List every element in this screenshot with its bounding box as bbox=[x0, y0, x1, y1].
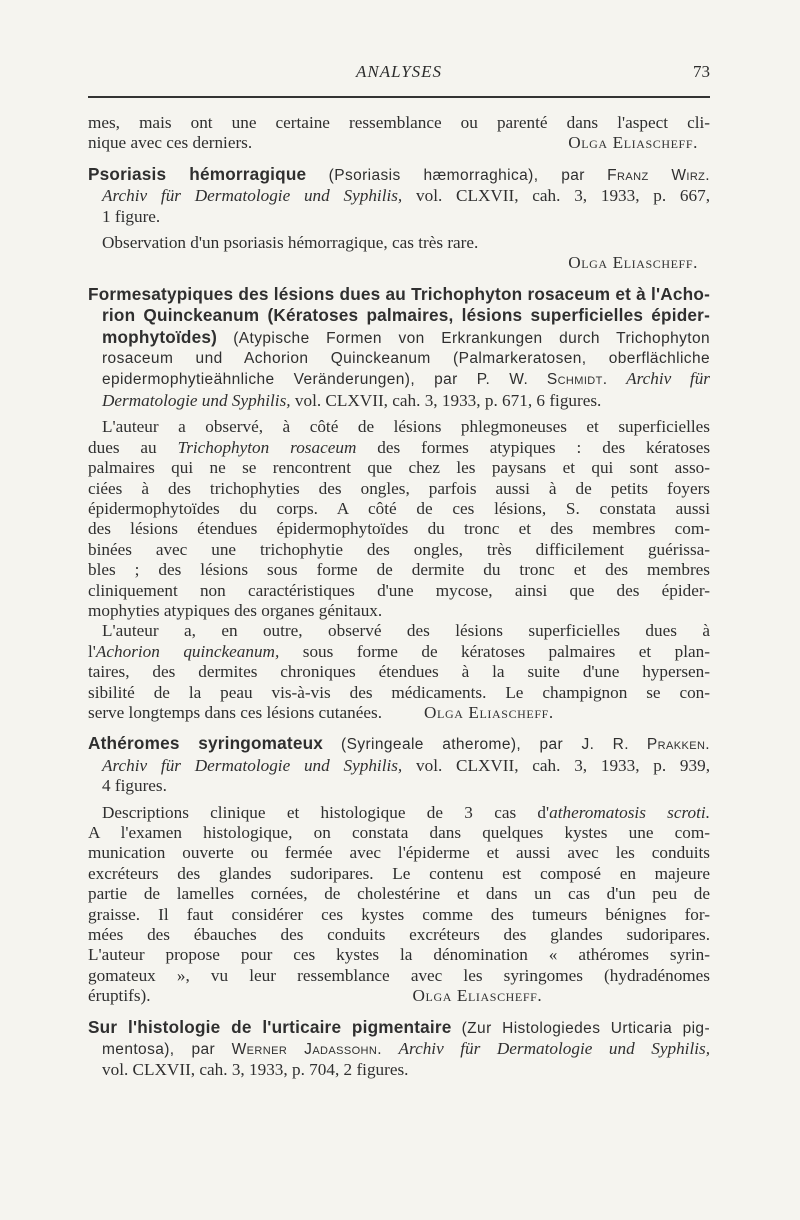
text-line: Observation d'un psoriasis hémorragique, cas très rare. bbox=[102, 233, 479, 253]
author-name: Werner Jadassohn. bbox=[231, 1041, 382, 1059]
text-line: taires, des dermites chroniques étendues à la suite d'une hypersen- bbox=[88, 662, 710, 682]
citation-line: rosaceum und Achorion Quinckeanum (Palmarkeratosen, oberflächliche bbox=[102, 350, 710, 368]
citation-line: 4 figures. bbox=[102, 776, 167, 796]
text-line: l'Achorion quinckeanum, sous forme de kératoses palmaires et plan- bbox=[88, 641, 711, 661]
citation-text: (Syringeale atherome), par J. R. bbox=[341, 736, 629, 754]
text-line: dues au Trichophyton rosaceum des formes atypiques : des kératoses bbox=[88, 437, 711, 457]
italic-term: Achorion quinckeanum, bbox=[95, 641, 280, 661]
page-number: 73 bbox=[693, 62, 710, 81]
citation-line bbox=[88, 391, 710, 411]
citation-line bbox=[88, 186, 710, 206]
journal-name: Archiv für Dermatologie und Syphilis, bbox=[398, 1039, 710, 1059]
text-line: épidermophytoïdes du corps. A côté de ces lésions, S. constata aussi bbox=[88, 498, 710, 518]
author-name: Prakken. bbox=[646, 736, 711, 754]
abstract-heading-line bbox=[88, 1017, 710, 1039]
running-head-title: ANALYSES bbox=[355, 62, 443, 81]
text-line: palmaires qui ne se rencontrent que chez les paysans et qui sont asso- bbox=[88, 458, 710, 478]
spacer bbox=[88, 723, 710, 733]
text-line: nique avec ces derniers. bbox=[88, 133, 253, 153]
italic-term: atheromatosis scroti. bbox=[549, 802, 710, 822]
spacer bbox=[88, 154, 710, 164]
text-line: graisse. Il faut considérer ces kystes comme des tumeurs bénignes for- bbox=[88, 904, 710, 924]
text-line: L'auteur propose pour ces kystes la dénomination « athéromes syrin- bbox=[88, 945, 710, 965]
author-signature: Olga Eliascheff. bbox=[568, 253, 698, 273]
citation-text: vol. CLXVII, cah. 3, 1933, p. 667, bbox=[416, 186, 710, 206]
abstract-heading-line bbox=[88, 733, 710, 755]
abstract-heading-line bbox=[88, 164, 710, 186]
text-line: bles ; des lésions sous forme de dermite du tronc et des membres bbox=[88, 560, 710, 580]
abstract-title: mophytoïdes) bbox=[102, 326, 218, 347]
text-line: des lésions étendues épidermophytoïdes du tronc et des membres com- bbox=[88, 519, 710, 539]
author-signature: Olga Eliascheff. bbox=[568, 133, 698, 153]
citation-text: vol. CLXVII, cah. 3, 1933, p. 939, bbox=[416, 755, 710, 775]
abstract-title: Sur l'histologie de l'urticaire pigmentaire bbox=[88, 1016, 452, 1037]
header-rule bbox=[88, 96, 710, 98]
text-line: mées des ébauches des conduits excréteurs des glandes sudoripares. bbox=[88, 925, 710, 945]
text-line: L'auteur a observé, à côté de lésions phlegmoneuses et superficielles bbox=[102, 417, 710, 437]
spacer bbox=[88, 274, 710, 284]
text-line: Descriptions clinique et histologique de 3 cas d'atheromatosis scroti. bbox=[102, 802, 710, 822]
citation-text: epidermophytieähnliche Veränderungen), par P. W. bbox=[102, 371, 529, 389]
citation-line bbox=[88, 756, 710, 776]
abstract-title-line bbox=[88, 305, 710, 326]
text-line: munication ouverte ou fermée avec l'épiderme et aussi avec les conduits bbox=[88, 843, 710, 863]
running-head bbox=[88, 62, 710, 82]
author-signature: Olga Eliascheff. bbox=[412, 986, 543, 1006]
text-line: binées avec une trichophytie des ongles, très difficilement guérissa- bbox=[88, 539, 710, 559]
text-line: ciées à des trichophyties des ongles, parfois aussi à de petits foyers bbox=[88, 478, 710, 498]
abstract-title-line bbox=[88, 284, 710, 305]
author-name: Franz Wirz. bbox=[607, 166, 711, 184]
italic-term: Trichophyton rosaceum bbox=[177, 437, 357, 457]
abstract-title: rion Quinckeanum (Kératoses palmaires, lésions superficielles épider- bbox=[102, 305, 710, 326]
journal-name: Archiv für Dermatologie und Syphilis, bbox=[102, 755, 403, 775]
citation-text: (Psoriasis hæmorraghica), par bbox=[328, 166, 585, 184]
abstract-title: Formesatypiques des lésions dues au Trichophyton rosaceum et à l'Acho- bbox=[88, 283, 710, 304]
citation-line: 1 figure. bbox=[102, 206, 161, 226]
text-line: sibilité de la peau vis-à-vis des médicaments. Le champignon se con- bbox=[88, 682, 710, 702]
journal-name: Archiv für bbox=[626, 369, 710, 389]
text-line: A l'examen histologique, on constata dans quelques kystes une com- bbox=[88, 823, 710, 843]
abstract-title: Athéromes syringomateux bbox=[88, 733, 324, 754]
citation-text: (Atypische Formen von Erkrankungen durch Trichophyton bbox=[233, 329, 711, 347]
text-line: L'auteur a, en outre, observé des lésions superficielles dues à bbox=[102, 621, 710, 641]
text-line: partie de lamelles cornées, de cholestérine et dans un cas d'un peu de bbox=[88, 884, 710, 904]
journal-name: Archiv für Dermatologie und Syphilis, bbox=[102, 186, 403, 206]
page-body bbox=[88, 113, 710, 1081]
text-line: éruptifs). Olga Eliascheff. bbox=[88, 986, 543, 1006]
author-name: Schmidt. bbox=[546, 371, 608, 389]
text-line: excréteurs des glandes sudoripares. Le contenu est composé en majeure bbox=[88, 863, 710, 883]
text-line: serve longtemps dans ces lésions cutanées. Olga Eliascheff. bbox=[88, 702, 554, 722]
text-line: gomateux », vu leur ressemblance avec les syringomes (hydradénomes bbox=[88, 965, 710, 985]
citation-text: mentosa), par bbox=[102, 1041, 216, 1059]
text-line: mophyties atypiques des organes génitaux. bbox=[88, 600, 383, 620]
text-line: mes, mais ont une certaine ressemblance ou parenté dans l'aspect cli- bbox=[88, 113, 710, 132]
citation-line: vol. CLXVII, cah. 3, 1933, p. 704, 2 figures. bbox=[102, 1060, 409, 1080]
journal-name: Dermatologie und Syphilis, bbox=[102, 390, 291, 410]
citation-text: (Zur Histologiedes Urticaria pig- bbox=[461, 1019, 711, 1037]
spacer bbox=[88, 1007, 710, 1017]
text-line: cliniquement non caractéristiques d'une mycose, ainsi que des épider- bbox=[88, 580, 710, 600]
abstract-title: Psoriasis hémorragique bbox=[88, 163, 307, 184]
citation-line bbox=[88, 369, 710, 390]
author-signature: Olga Eliascheff. bbox=[424, 702, 554, 722]
citation-line bbox=[88, 327, 710, 349]
citation-line bbox=[88, 1039, 710, 1060]
citation-text: vol. CLXVII, cah. 3, 1933, p. 671, 6 figures. bbox=[294, 390, 602, 410]
